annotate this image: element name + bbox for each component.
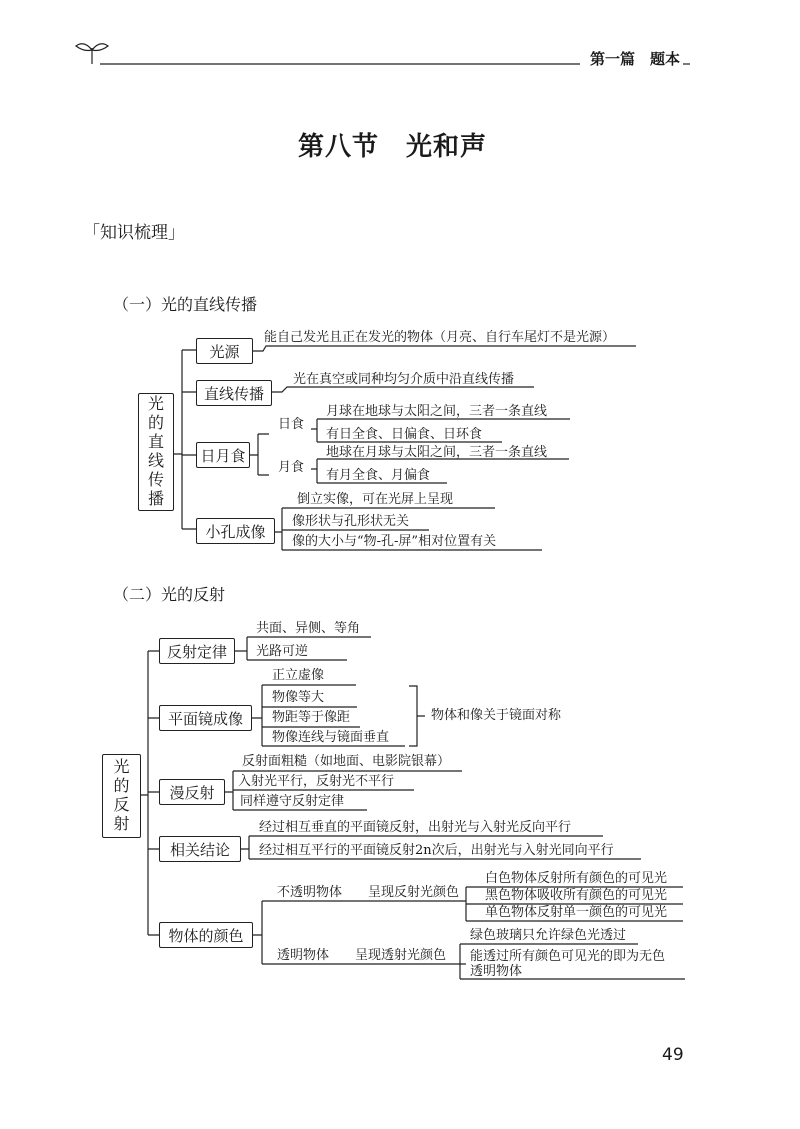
leaf-opaque-1: 白色物体反射所有颜色的可见光 xyxy=(485,871,668,886)
page-title: 第八节 光和声 xyxy=(298,132,488,162)
leaf-diffuse-1: 反射面粗糙（如地面、电影院银幕） xyxy=(242,754,451,769)
root-char: 传 xyxy=(147,469,164,489)
leaf-solar-1: 月球在地球与太阳之间，三者一条直线 xyxy=(326,404,548,419)
node-straight-propagation: 直线传播 xyxy=(196,380,272,406)
leaf-mirror-1: 正立虚像 xyxy=(272,668,325,683)
node-plane-mirror: 平面镜成像 xyxy=(159,705,252,731)
label-transmitted-color: 呈现透射光颜色 xyxy=(355,948,447,963)
node-light-source: 光源 xyxy=(196,338,253,364)
leaf-opaque-2: 黑色物体吸收所有颜色的可见光 xyxy=(485,888,668,903)
root-char: 反 xyxy=(113,795,130,814)
leaf-conclusion-2: 经过相互平行的平面镜反射2n次后，出射光与入射光同向平行 xyxy=(259,843,614,858)
part1-heading: （一）光的直线传播 xyxy=(113,295,258,314)
node-object-color: 物体的颜色 xyxy=(159,922,253,948)
leaf-pinhole-1: 倒立实像，可在光屏上呈现 xyxy=(297,492,454,507)
leaf-transparent-1: 绿色玻璃只允许绿色光透过 xyxy=(470,928,627,943)
root-char: 的 xyxy=(113,776,130,796)
leaf-lunar-1: 地球在月球与太阳之间，三者一条直线 xyxy=(326,445,548,460)
label-solar-eclipse: 日食 xyxy=(278,417,305,432)
root-char: 光 xyxy=(147,394,164,414)
page-number: 49 xyxy=(662,1045,684,1065)
leaf-opaque-3: 单色物体反射单一颜色的可见光 xyxy=(485,905,668,920)
part2-heading: （二）光的反射 xyxy=(113,585,226,604)
root-char: 光 xyxy=(113,757,130,777)
part1-root-node xyxy=(138,393,174,511)
leaf-light-source-def: 能自己发光且正在发光的物体（月亮、自行车尾灯不是光源） xyxy=(264,330,616,345)
node-diffuse-reflection: 漫反射 xyxy=(159,779,225,805)
leaf-mirror-3: 物距等于像距 xyxy=(272,710,351,725)
leaf-diffuse-3: 同样遵守反射定律 xyxy=(240,794,345,809)
label-lunar-eclipse: 月食 xyxy=(278,460,305,475)
root-char: 的 xyxy=(147,413,164,433)
leaf-mirror-2: 物像等大 xyxy=(272,690,325,705)
mirror-symmetry-note: 物体和像关于镜面对称 xyxy=(431,708,562,723)
leaf-lunar-2: 有月全食、月偏食 xyxy=(326,468,431,483)
node-related-conclusions: 相关结论 xyxy=(159,836,241,862)
leaf-mirror-4: 物像连线与镜面垂直 xyxy=(272,730,390,745)
leaf-solar-2: 有日全食、日偏食、日环食 xyxy=(326,427,483,442)
label-transparent-object: 透明物体 xyxy=(277,948,330,963)
node-pinhole: 小孔成像 xyxy=(196,518,275,544)
label-reflected-color: 呈现反射光颜色 xyxy=(368,885,460,900)
root-char: 线 xyxy=(147,451,164,470)
leaf-diffuse-2: 入射光平行，反射光不平行 xyxy=(238,774,395,789)
leaf-pinhole-2: 像形状与孔形状无关 xyxy=(292,514,410,529)
leaf-straight-propagation-def: 光在真空或同种均匀介质中沿直线传播 xyxy=(293,372,515,387)
sprout-icon xyxy=(76,44,108,64)
label-opaque-object: 不透明物体 xyxy=(277,885,343,900)
header-part-label: 第一篇 题本 xyxy=(590,50,681,68)
node-reflection-law: 反射定律 xyxy=(159,638,235,664)
leaf-transparent-3: 透明物体 xyxy=(470,964,523,979)
root-char: 射 xyxy=(113,813,130,833)
leaf-conclusion-1: 经过相互垂直的平面镜反射，出射光与入射光反向平行 xyxy=(259,820,572,835)
leaf-law-1: 共面、异侧、等角 xyxy=(256,621,361,636)
root-char: 直 xyxy=(147,432,164,452)
root-char: 播 xyxy=(147,488,164,508)
leaf-transparent-2: 能透过所有颜色可见光的即为无色 xyxy=(470,949,666,964)
leaf-law-2: 光路可逆 xyxy=(256,644,309,659)
section-heading: 「知识梳理」 xyxy=(83,223,185,243)
leaf-pinhole-3: 像的大小与“物-孔-屏”相对位置有关 xyxy=(292,534,497,549)
node-eclipse: 日月食 xyxy=(196,442,250,468)
part2-root-node xyxy=(102,754,141,838)
